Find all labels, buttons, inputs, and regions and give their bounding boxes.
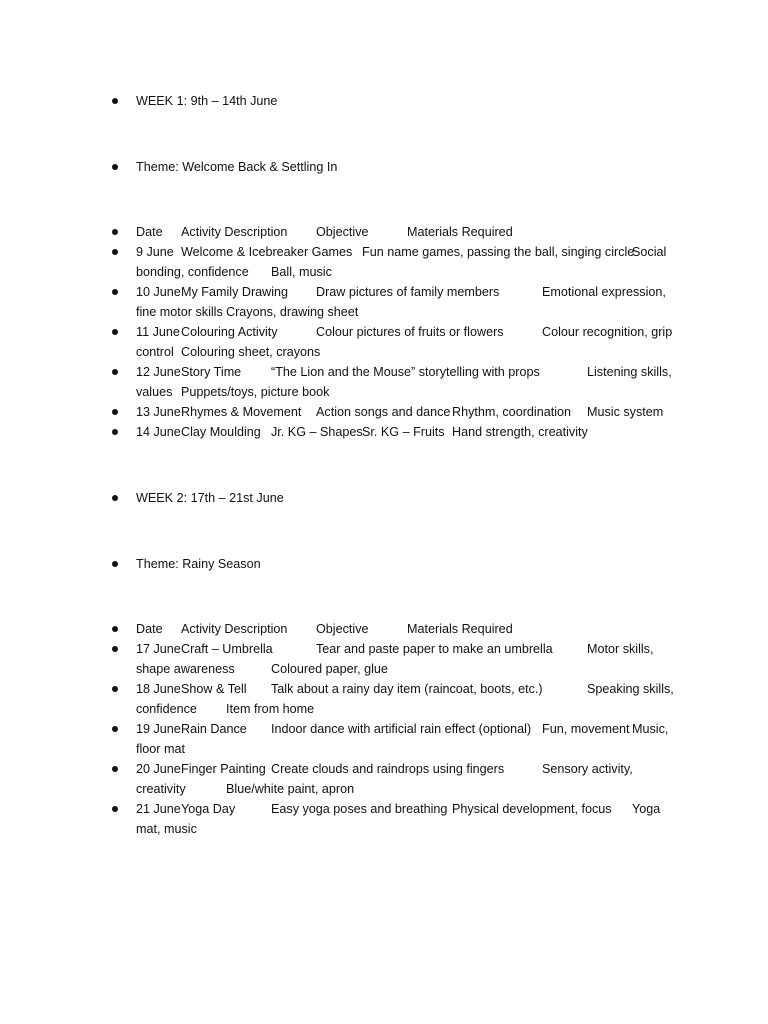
bullet: [112, 369, 118, 375]
week2-theme: Theme: Rainy Season: [136, 557, 261, 571]
row-description: Talk about a rainy day item (raincoat, boots, etc.): [271, 682, 543, 696]
row-activity: Colouring Activity: [181, 325, 278, 339]
row-date: 18 June: [136, 682, 181, 696]
row-description: Tear and paste paper to make an umbrella: [316, 642, 553, 656]
bullet: [112, 726, 118, 732]
header-activity: Activity Description: [181, 225, 288, 239]
row-activity: Welcome & Icebreaker Games: [181, 245, 353, 259]
row-description: Create clouds and raindrops using fingers: [271, 762, 505, 776]
row-text: mat, music: [136, 822, 197, 836]
row-materials: Music,: [632, 722, 669, 736]
header-materials: Materials Required: [407, 225, 513, 239]
row-date: 17 June: [136, 642, 181, 656]
row-materials: Colouring sheet, crayons: [181, 345, 321, 359]
row-text: bonding, confidence: [136, 265, 249, 279]
row-objective: Emotional expression,: [542, 285, 666, 299]
row-materials: Puppets/toys, picture book: [181, 385, 330, 399]
row-materials: Crayons, drawing sheet: [226, 305, 359, 319]
row-description: Colour pictures of fruits or flowers: [316, 325, 504, 339]
row-date: 11 June: [136, 325, 180, 339]
row-activity: Finger Painting: [181, 762, 266, 776]
bullet: [112, 329, 118, 335]
row-description: Jr. KG – Shapes: [271, 425, 363, 439]
bullet: [112, 626, 118, 632]
row-date: 21 June: [136, 802, 181, 816]
bullet: [112, 495, 118, 501]
row-objective: Physical development, focus: [452, 802, 612, 816]
bullet: [112, 686, 118, 692]
row-objective: Speaking skills,: [587, 682, 674, 696]
bullet: [112, 164, 118, 170]
row-text: values: [136, 385, 173, 399]
row-objective: Fun name games, passing the ball, singing circle: [362, 245, 635, 259]
row-materials: Coloured paper, glue: [271, 662, 388, 676]
bullet: [112, 409, 118, 415]
bullet: [112, 249, 118, 255]
bullet: [112, 289, 118, 295]
row-materials: Ball, music: [271, 265, 332, 279]
bullet: [112, 766, 118, 772]
row-activity: Show & Tell: [181, 682, 247, 696]
header-objective: Objective: [316, 622, 369, 636]
row-materials: Yoga: [632, 802, 661, 816]
row-text: confidence: [136, 702, 197, 716]
row-date: 13 June: [136, 405, 181, 419]
row-description: Easy yoga poses and breathing: [271, 802, 448, 816]
row-text: control: [136, 345, 174, 359]
header-objective: Objective: [316, 225, 369, 239]
header-activity: Activity Description: [181, 622, 288, 636]
bullet: [112, 646, 118, 652]
row-description: Draw pictures of family members: [316, 285, 500, 299]
row-objective: Motor skills,: [587, 642, 654, 656]
bullet: [112, 806, 118, 812]
header-materials: Materials Required: [407, 622, 513, 636]
row-materials: Blue/white paint, apron: [226, 782, 355, 796]
row-date: 19 June: [136, 722, 181, 736]
header-date: Date: [136, 622, 163, 636]
row-date: 20 June: [136, 762, 181, 776]
row-objective: Fun, movement: [542, 722, 630, 736]
row-description: Action songs and dance: [316, 405, 451, 419]
row-text: floor mat: [136, 742, 185, 756]
row-objective: Rhythm, coordination: [452, 405, 572, 419]
bullet: [112, 561, 118, 567]
row-text: Social: [632, 245, 667, 259]
row-activity: Yoga Day: [181, 802, 236, 816]
row-activity: Rain Dance: [181, 722, 247, 736]
row-description: Sr. KG – Fruits: [362, 425, 445, 439]
row-text: shape awareness: [136, 662, 235, 676]
row-materials: Music system: [587, 405, 664, 419]
row-date: 9 June: [136, 245, 174, 259]
row-text: fine motor skills: [136, 305, 223, 319]
row-activity: Clay Moulding: [181, 425, 261, 439]
row-materials: Item from home: [226, 702, 315, 716]
row-activity: Story Time: [181, 365, 242, 379]
row-activity: My Family Drawing: [181, 285, 289, 299]
row-date: 12 June: [136, 365, 181, 379]
row-activity: Craft – Umbrella: [181, 642, 273, 656]
bullet: [112, 229, 118, 235]
row-text: creativity: [136, 782, 186, 796]
row-objective: Listening skills,: [587, 365, 672, 379]
row-date: 10 June: [136, 285, 181, 299]
week1-heading: WEEK 1: 9th – 14th June: [136, 94, 278, 108]
row-date: 14 June: [136, 425, 181, 439]
row-activity: Rhymes & Movement: [181, 405, 302, 419]
week1-theme: Theme: Welcome Back & Settling In: [136, 160, 338, 174]
row-objective: Hand strength, creativity: [452, 425, 588, 439]
row-objective: Colour recognition, grip: [542, 325, 673, 339]
row-description: Indoor dance with artificial rain effect (optional): [271, 722, 532, 736]
row-objective: Sensory activity,: [542, 762, 633, 776]
bullet: [112, 98, 118, 104]
header-date: Date: [136, 225, 163, 239]
week2-heading: WEEK 2: 17th – 21st June: [136, 491, 284, 505]
bullet: [112, 429, 118, 435]
row-description: “The Lion and the Mouse” storytelling with props: [271, 365, 540, 379]
